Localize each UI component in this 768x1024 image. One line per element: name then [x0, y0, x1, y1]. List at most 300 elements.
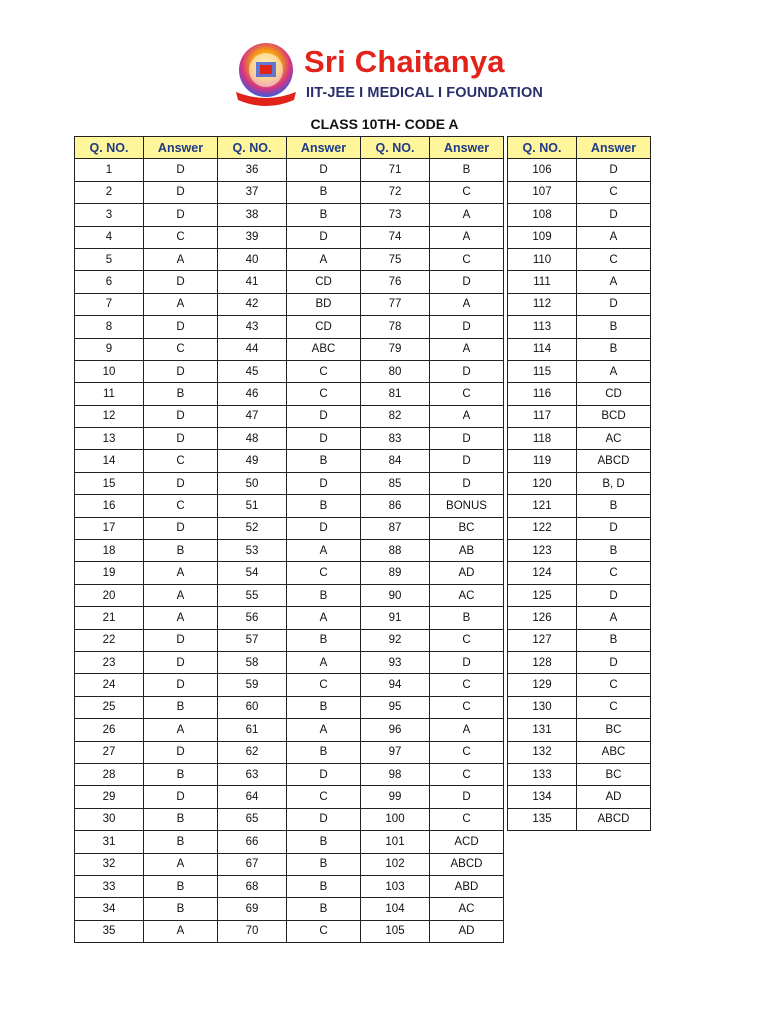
question-number: 68	[218, 875, 287, 897]
question-number: 77	[361, 293, 430, 315]
question-number: 57	[218, 629, 287, 651]
table-row	[75, 517, 504, 539]
answer-cell: B	[144, 696, 218, 718]
question-number: 42	[218, 293, 287, 315]
answer-cell: AD	[430, 920, 504, 942]
question-number: 95	[361, 696, 430, 718]
answer-cell: A	[577, 271, 651, 293]
table-row	[75, 495, 504, 517]
table-row	[508, 383, 651, 405]
answer-cell: D	[144, 405, 218, 427]
answer-cell: ABD	[430, 875, 504, 897]
question-number: 84	[361, 450, 430, 472]
answer-cell: B	[144, 808, 218, 830]
question-number: 111	[508, 271, 577, 293]
answer-cell: AD	[430, 562, 504, 584]
question-number: 81	[361, 383, 430, 405]
answer-cell: BD	[287, 293, 361, 315]
answer-cell: A	[577, 360, 651, 382]
question-number: 51	[218, 495, 287, 517]
question-number: 2	[75, 181, 144, 203]
table-row	[508, 360, 651, 382]
answer-cell: C	[430, 763, 504, 785]
table-row	[508, 808, 651, 830]
table-row	[508, 741, 651, 763]
question-number: 5	[75, 248, 144, 270]
table-row	[75, 472, 504, 494]
answer-cell: A	[144, 248, 218, 270]
header-qno: Q. NO.	[75, 137, 144, 159]
answer-cell: B	[144, 898, 218, 920]
answer-cell: B	[144, 831, 218, 853]
table-row	[75, 763, 504, 785]
question-number: 14	[75, 450, 144, 472]
question-number: 22	[75, 629, 144, 651]
answer-cell: D	[287, 808, 361, 830]
question-number: 135	[508, 808, 577, 830]
question-number: 82	[361, 405, 430, 427]
question-number: 69	[218, 898, 287, 920]
answer-cell: ABC	[577, 741, 651, 763]
table-row	[75, 316, 504, 338]
question-number: 119	[508, 450, 577, 472]
table-row	[75, 674, 504, 696]
question-number: 88	[361, 540, 430, 562]
answer-cell: B	[287, 875, 361, 897]
answer-cell: D	[577, 159, 651, 181]
question-number: 18	[75, 540, 144, 562]
question-number: 29	[75, 786, 144, 808]
table-row	[508, 584, 651, 606]
question-number: 83	[361, 428, 430, 450]
question-number: 115	[508, 360, 577, 382]
question-number: 70	[218, 920, 287, 942]
header-answer: Answer	[577, 137, 651, 159]
table-row	[508, 719, 651, 741]
header-answer: Answer	[144, 137, 218, 159]
question-number: 97	[361, 741, 430, 763]
table-row	[75, 853, 504, 875]
answer-cell: B	[287, 696, 361, 718]
question-number: 37	[218, 181, 287, 203]
answer-cell: ACD	[430, 831, 504, 853]
question-number: 23	[75, 651, 144, 673]
table-row	[508, 181, 651, 203]
question-number: 109	[508, 226, 577, 248]
question-number: 11	[75, 383, 144, 405]
table-row	[508, 540, 651, 562]
table-row	[75, 159, 504, 181]
question-number: 131	[508, 719, 577, 741]
answer-cell: A	[144, 293, 218, 315]
question-number: 43	[218, 316, 287, 338]
question-number: 8	[75, 316, 144, 338]
answer-cell: A	[577, 226, 651, 248]
answer-cell: A	[144, 719, 218, 741]
question-number: 75	[361, 248, 430, 270]
question-number: 4	[75, 226, 144, 248]
answer-cell: BC	[577, 719, 651, 741]
question-number: 34	[75, 898, 144, 920]
question-number: 129	[508, 674, 577, 696]
answer-cell: C	[577, 248, 651, 270]
answer-cell: B	[287, 495, 361, 517]
question-number: 63	[218, 763, 287, 785]
question-number: 128	[508, 651, 577, 673]
question-number: 24	[75, 674, 144, 696]
table-row	[75, 786, 504, 808]
question-number: 10	[75, 360, 144, 382]
question-number: 79	[361, 338, 430, 360]
header-qno: Q. NO.	[218, 137, 287, 159]
table-row	[508, 472, 651, 494]
answer-cell: ABCD	[577, 808, 651, 830]
table-row	[75, 405, 504, 427]
answer-cell: D	[144, 316, 218, 338]
question-number: 41	[218, 271, 287, 293]
answer-cell: D	[144, 651, 218, 673]
question-number: 13	[75, 428, 144, 450]
answer-cell: B	[577, 629, 651, 651]
question-number: 99	[361, 786, 430, 808]
table-row	[508, 248, 651, 270]
table-row	[75, 540, 504, 562]
answer-cell: D	[144, 517, 218, 539]
answer-cell: C	[430, 629, 504, 651]
brand-name: Sri Chaitanya	[304, 44, 505, 79]
table-row	[508, 651, 651, 673]
table-row	[508, 786, 651, 808]
question-number: 60	[218, 696, 287, 718]
table-row	[75, 831, 504, 853]
table-row	[508, 316, 651, 338]
question-number: 54	[218, 562, 287, 584]
answer-cell: B	[430, 607, 504, 629]
answer-cell: D	[430, 786, 504, 808]
table-row	[508, 293, 651, 315]
header-answer: Answer	[287, 137, 361, 159]
answer-cell: ABCD	[430, 853, 504, 875]
question-number: 65	[218, 808, 287, 830]
table-row	[508, 271, 651, 293]
answer-cell: C	[430, 248, 504, 270]
question-number: 15	[75, 472, 144, 494]
question-number: 1	[75, 159, 144, 181]
logo	[232, 40, 543, 112]
question-number: 96	[361, 719, 430, 741]
answer-cell: A	[144, 584, 218, 606]
answer-cell: B	[577, 540, 651, 562]
answer-cell: A	[144, 920, 218, 942]
table-row	[508, 674, 651, 696]
answer-cell: D	[577, 517, 651, 539]
answer-cell: C	[287, 360, 361, 382]
answer-cell: A	[430, 719, 504, 741]
answer-cell: C	[287, 562, 361, 584]
answer-cell: D	[430, 651, 504, 673]
question-number: 30	[75, 808, 144, 830]
table-row	[508, 629, 651, 651]
question-number: 53	[218, 540, 287, 562]
question-number: 85	[361, 472, 430, 494]
answer-cell: A	[287, 248, 361, 270]
answer-cell: D	[287, 226, 361, 248]
table-row	[75, 584, 504, 606]
question-number: 19	[75, 562, 144, 584]
table-row	[508, 450, 651, 472]
question-number: 114	[508, 338, 577, 360]
question-number: 132	[508, 741, 577, 763]
question-number: 67	[218, 853, 287, 875]
question-number: 123	[508, 540, 577, 562]
answer-cell: B	[287, 450, 361, 472]
question-number: 120	[508, 472, 577, 494]
brand-tagline: IIT-JEE I MEDICAL I FOUNDATION	[306, 85, 543, 101]
answer-cell: D	[144, 159, 218, 181]
question-number: 130	[508, 696, 577, 718]
answer-cell: BONUS	[430, 495, 504, 517]
table-row	[75, 428, 504, 450]
answer-cell: D	[577, 651, 651, 673]
page-title: CLASS 10TH- CODE A	[310, 116, 459, 132]
question-number: 44	[218, 338, 287, 360]
table-row	[508, 226, 651, 248]
question-number: 31	[75, 831, 144, 853]
question-number: 100	[361, 808, 430, 830]
answer-cell: D	[144, 674, 218, 696]
question-number: 66	[218, 831, 287, 853]
question-number: 125	[508, 584, 577, 606]
question-number: 113	[508, 316, 577, 338]
answer-cell: B	[287, 629, 361, 651]
question-number: 98	[361, 763, 430, 785]
question-number: 126	[508, 607, 577, 629]
answer-cell: A	[287, 540, 361, 562]
answer-cell: D	[577, 584, 651, 606]
answer-cell: D	[144, 629, 218, 651]
table-row	[75, 450, 504, 472]
answer-cell: D	[287, 405, 361, 427]
question-number: 45	[218, 360, 287, 382]
answer-cell: C	[577, 674, 651, 696]
answer-cell: C	[144, 450, 218, 472]
sri-chaitanya-emblem-icon	[232, 40, 300, 112]
question-number: 78	[361, 316, 430, 338]
answer-cell: D	[144, 271, 218, 293]
question-number: 26	[75, 719, 144, 741]
answer-cell: D	[287, 428, 361, 450]
answer-cell: C	[577, 181, 651, 203]
answer-cell: B	[144, 763, 218, 785]
answer-cell: B	[144, 383, 218, 405]
table-row	[508, 159, 651, 181]
answer-key-table-q1-105	[74, 136, 504, 943]
answer-cell: C	[430, 808, 504, 830]
table-row	[75, 248, 504, 270]
answer-cell: A	[144, 562, 218, 584]
question-number: 90	[361, 584, 430, 606]
question-number: 58	[218, 651, 287, 673]
question-number: 36	[218, 159, 287, 181]
table-row	[75, 383, 504, 405]
answer-cell: A	[144, 607, 218, 629]
table-row	[75, 651, 504, 673]
question-number: 6	[75, 271, 144, 293]
answer-cell: B	[577, 316, 651, 338]
answer-cell: D	[430, 428, 504, 450]
question-number: 80	[361, 360, 430, 382]
question-number: 104	[361, 898, 430, 920]
question-number: 107	[508, 181, 577, 203]
table-row	[508, 607, 651, 629]
answer-cell: BC	[430, 517, 504, 539]
table-row	[508, 696, 651, 718]
answer-cell: C	[144, 495, 218, 517]
answer-cell: AD	[577, 786, 651, 808]
question-number: 56	[218, 607, 287, 629]
question-number: 121	[508, 495, 577, 517]
answer-cell: C	[430, 383, 504, 405]
question-number: 39	[218, 226, 287, 248]
table-row	[508, 204, 651, 226]
answer-cell: C	[430, 181, 504, 203]
table-row	[75, 741, 504, 763]
question-number: 74	[361, 226, 430, 248]
question-number: 40	[218, 248, 287, 270]
question-number: 92	[361, 629, 430, 651]
question-number: 110	[508, 248, 577, 270]
question-number: 108	[508, 204, 577, 226]
answer-cell: D	[144, 786, 218, 808]
answer-cell: A	[287, 651, 361, 673]
question-number: 93	[361, 651, 430, 673]
answer-cell: A	[430, 204, 504, 226]
table-row	[508, 405, 651, 427]
table-header-row	[508, 137, 651, 159]
table-row	[75, 293, 504, 315]
answer-cell: D	[144, 360, 218, 382]
question-number: 38	[218, 204, 287, 226]
question-number: 46	[218, 383, 287, 405]
question-number: 76	[361, 271, 430, 293]
answer-cell: C	[287, 383, 361, 405]
answer-cell: D	[287, 517, 361, 539]
answer-cell: B	[287, 853, 361, 875]
question-number: 3	[75, 204, 144, 226]
question-number: 50	[218, 472, 287, 494]
question-number: 64	[218, 786, 287, 808]
answer-cell: D	[144, 428, 218, 450]
question-number: 35	[75, 920, 144, 942]
table-row	[75, 875, 504, 897]
question-number: 86	[361, 495, 430, 517]
answer-cell: A	[144, 853, 218, 875]
question-number: 94	[361, 674, 430, 696]
question-number: 27	[75, 741, 144, 763]
answer-cell: D	[287, 472, 361, 494]
question-number: 118	[508, 428, 577, 450]
table-row	[508, 338, 651, 360]
question-number: 103	[361, 875, 430, 897]
answer-cell: D	[577, 204, 651, 226]
answer-cell: B	[577, 495, 651, 517]
answer-cell: C	[287, 920, 361, 942]
answer-cell: C	[430, 674, 504, 696]
answer-cell: B, D	[577, 472, 651, 494]
table-row	[75, 696, 504, 718]
question-number: 33	[75, 875, 144, 897]
answer-cell: D	[430, 472, 504, 494]
table-row	[75, 898, 504, 920]
question-number: 134	[508, 786, 577, 808]
answer-cell: B	[287, 181, 361, 203]
question-number: 72	[361, 181, 430, 203]
question-number: 16	[75, 495, 144, 517]
question-number: 127	[508, 629, 577, 651]
question-number: 59	[218, 674, 287, 696]
answer-cell: CD	[577, 383, 651, 405]
answer-cell: D	[144, 204, 218, 226]
question-number: 12	[75, 405, 144, 427]
table-row	[75, 181, 504, 203]
answer-cell: B	[287, 204, 361, 226]
question-number: 20	[75, 584, 144, 606]
answer-cell: D	[430, 271, 504, 293]
answer-cell: C	[577, 562, 651, 584]
answer-cell: AC	[430, 584, 504, 606]
answer-cell: BCD	[577, 405, 651, 427]
answer-cell: ABC	[287, 338, 361, 360]
table-row	[508, 428, 651, 450]
answer-cell: B	[577, 338, 651, 360]
question-number: 91	[361, 607, 430, 629]
answer-cell: CD	[287, 316, 361, 338]
question-number: 101	[361, 831, 430, 853]
table-row	[75, 920, 504, 942]
table-row	[508, 763, 651, 785]
answer-cell: C	[430, 696, 504, 718]
question-number: 102	[361, 853, 430, 875]
question-number: 52	[218, 517, 287, 539]
answer-cell: D	[430, 360, 504, 382]
question-number: 25	[75, 696, 144, 718]
answer-cell: D	[144, 741, 218, 763]
question-number: 49	[218, 450, 287, 472]
answer-cell: D	[144, 472, 218, 494]
question-number: 62	[218, 741, 287, 763]
answer-cell: B	[144, 540, 218, 562]
question-number: 71	[361, 159, 430, 181]
table-row	[75, 226, 504, 248]
answer-cell: B	[287, 584, 361, 606]
answer-cell: AC	[430, 898, 504, 920]
table-row	[75, 808, 504, 830]
answer-cell: D	[287, 763, 361, 785]
table-row	[75, 629, 504, 651]
question-number: 47	[218, 405, 287, 427]
answer-cell: C	[144, 338, 218, 360]
answer-cell: AC	[577, 428, 651, 450]
question-number: 117	[508, 405, 577, 427]
answer-cell: C	[287, 674, 361, 696]
answer-cell: C	[287, 786, 361, 808]
header-qno: Q. NO.	[361, 137, 430, 159]
question-number: 48	[218, 428, 287, 450]
table-row	[75, 360, 504, 382]
answer-cell: B	[287, 831, 361, 853]
answer-cell: A	[430, 226, 504, 248]
answer-cell: ABCD	[577, 450, 651, 472]
